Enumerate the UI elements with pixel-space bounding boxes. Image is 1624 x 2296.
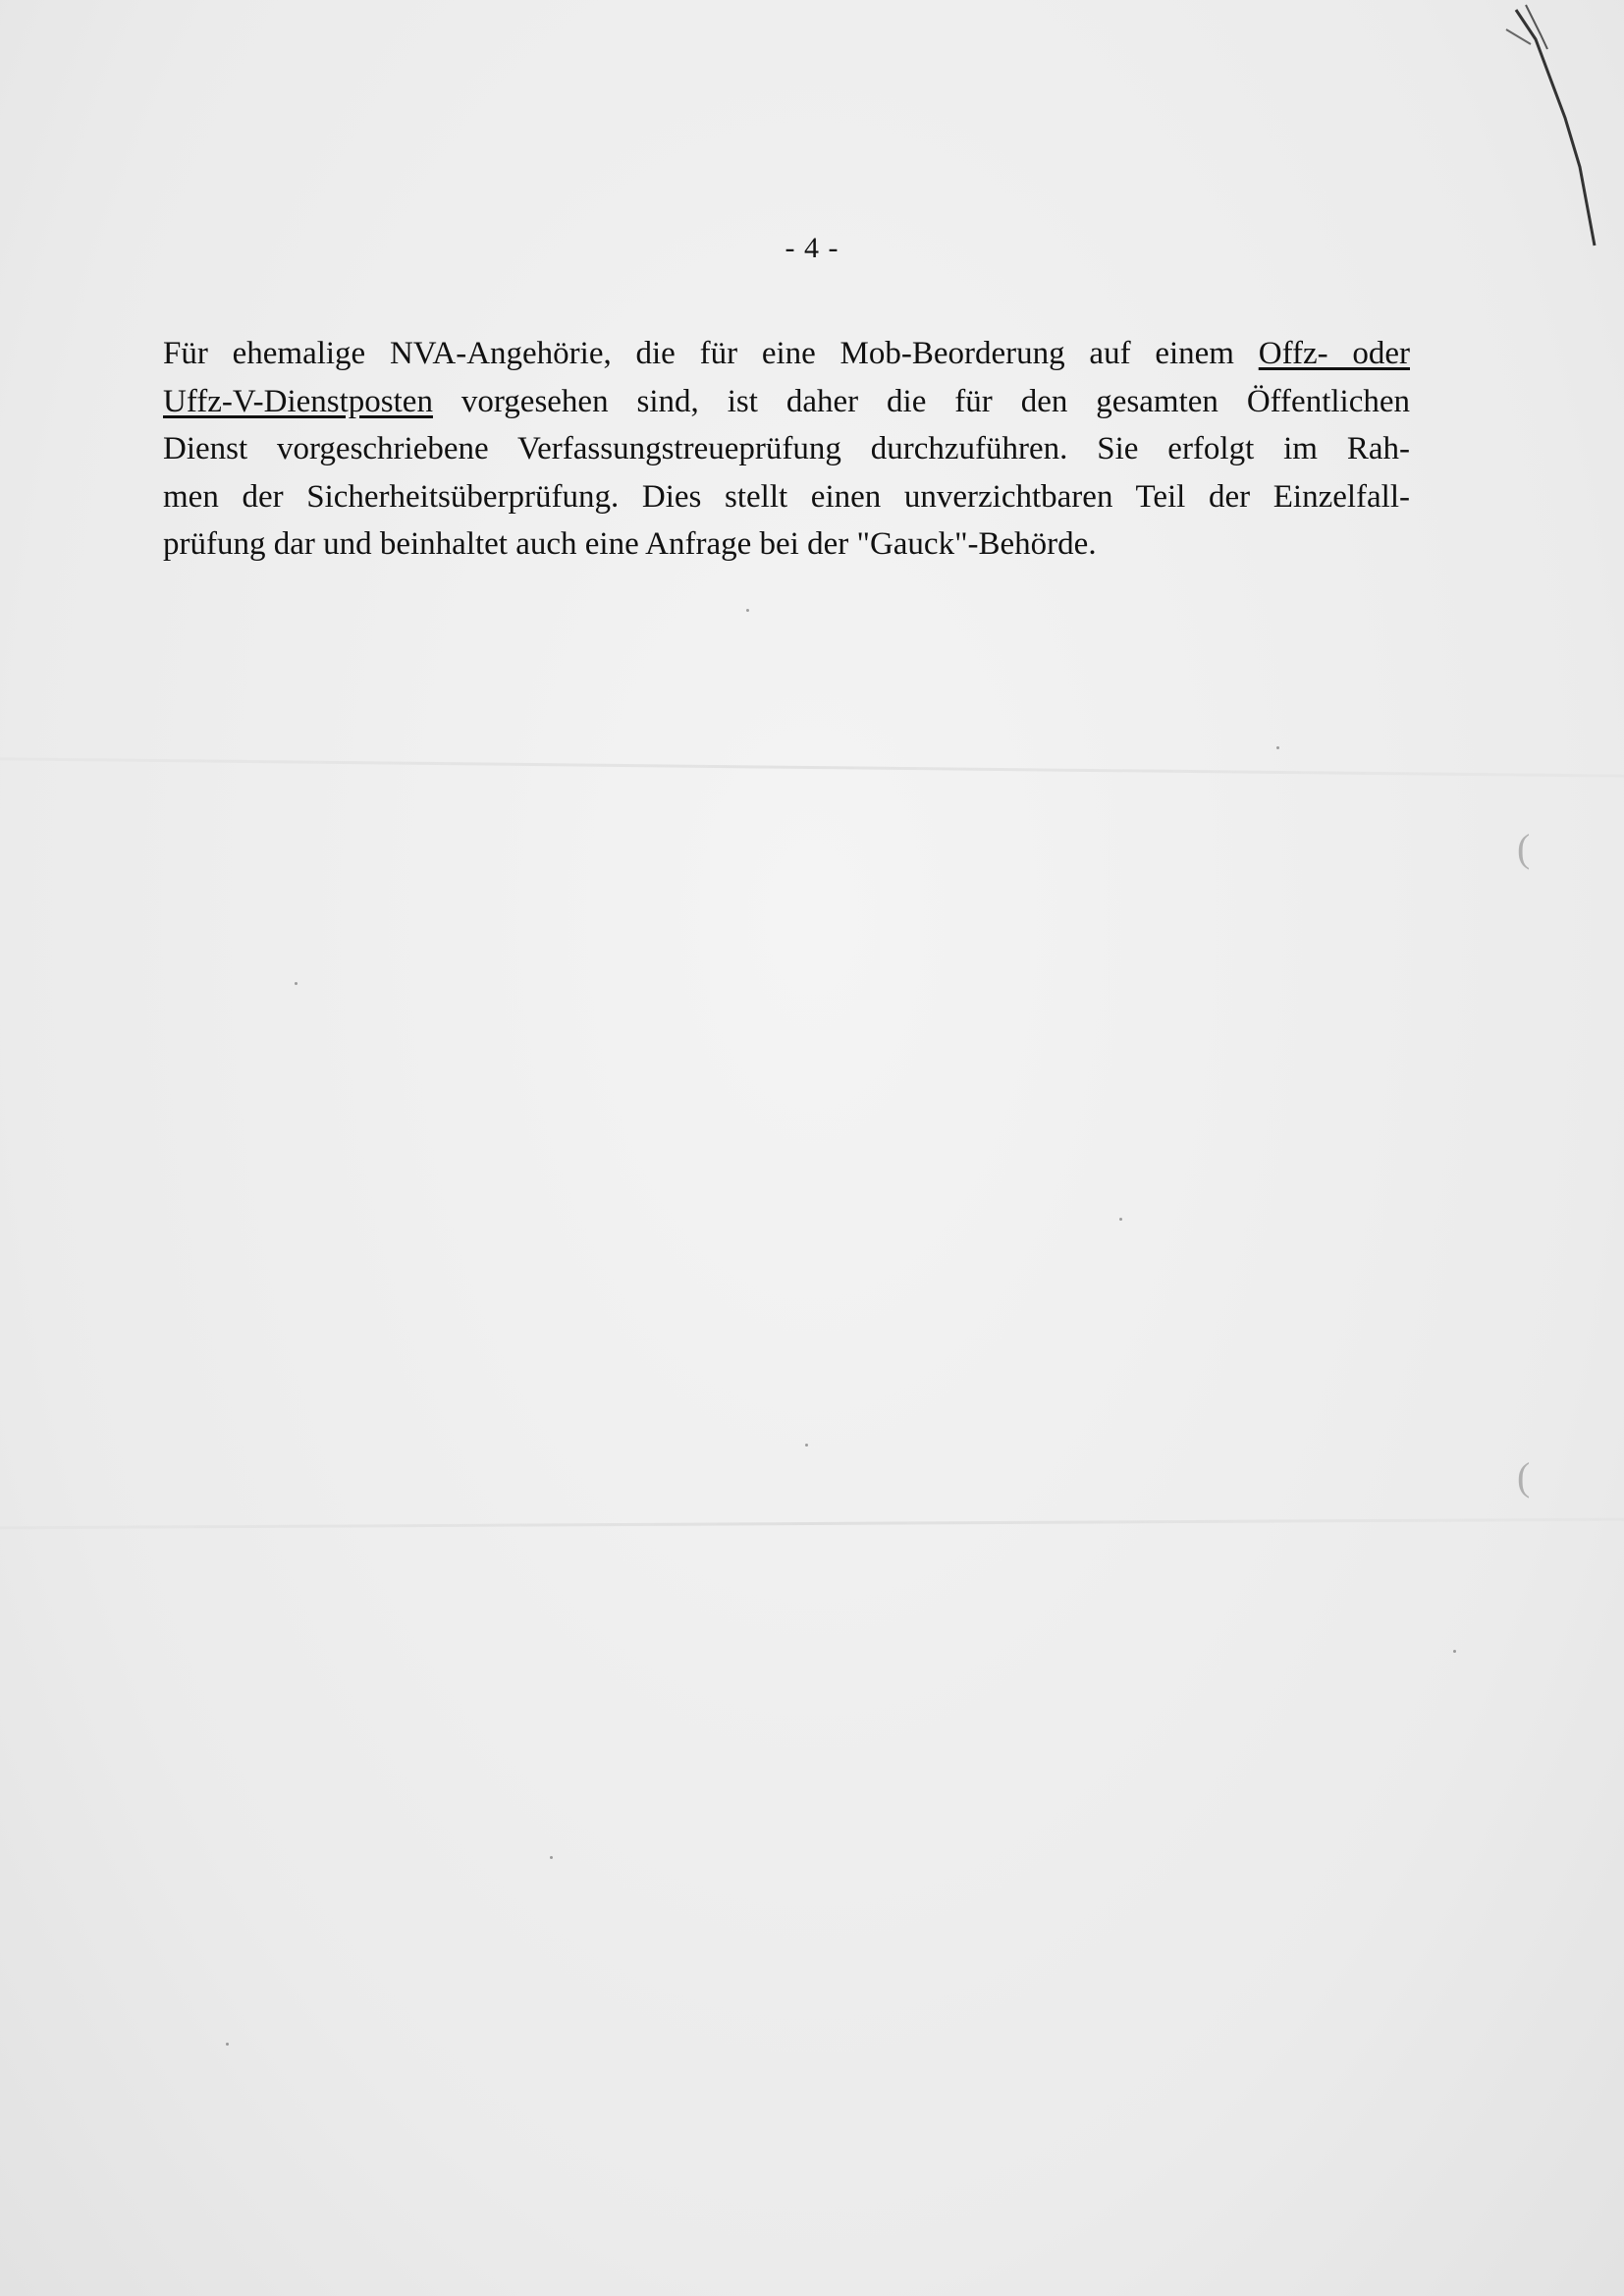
line-1-text: Für ehemalige NVA-Angehörie, die für eine Mob-Beorderung auf einem bbox=[163, 336, 1259, 371]
scan-speck bbox=[746, 609, 749, 612]
paragraph-line-3: Dienst vorgeschriebene Verfassungstreueprüfung durchzuführen. Sie erfolgt im Rah- bbox=[163, 431, 1410, 466]
scan-speck bbox=[295, 982, 298, 985]
corner-staple-mark bbox=[1496, 0, 1604, 255]
scan-speck bbox=[1119, 1218, 1122, 1221]
scan-speck bbox=[805, 1444, 808, 1447]
page-number: - 4 - bbox=[785, 232, 839, 264]
punch-hole-mark: ( bbox=[1517, 1454, 1531, 1499]
line-2-text: vorgesehen sind, ist daher die für den gesamten Öffentlichen bbox=[432, 383, 1410, 419]
punch-hole-mark: ( bbox=[1517, 826, 1531, 870]
paragraph-line-2 bbox=[163, 378, 1410, 426]
fold-line bbox=[0, 1518, 1624, 1530]
scan-speck bbox=[1453, 1650, 1456, 1653]
paragraph-line-4: men der Sicherheitsüberprüfung. Dies stellt einen unverzichtbaren Teil der Einzelfall- bbox=[163, 478, 1410, 515]
scan-speck bbox=[1276, 746, 1279, 749]
body-paragraph bbox=[163, 330, 1410, 569]
fold-line bbox=[0, 757, 1624, 777]
underlined-term-uffz: Uffz-V-Dienstposten bbox=[163, 383, 433, 419]
paragraph-line-1 bbox=[163, 330, 1410, 378]
underlined-term-offz: Offz- oder bbox=[1258, 336, 1410, 371]
scan-speck bbox=[550, 1856, 553, 1859]
scan-speck bbox=[226, 2043, 229, 2046]
paragraph-line-5: prüfung dar und beinhaltet auch eine Anfrage bei der "Gauck"-Behörde. bbox=[163, 526, 1097, 562]
